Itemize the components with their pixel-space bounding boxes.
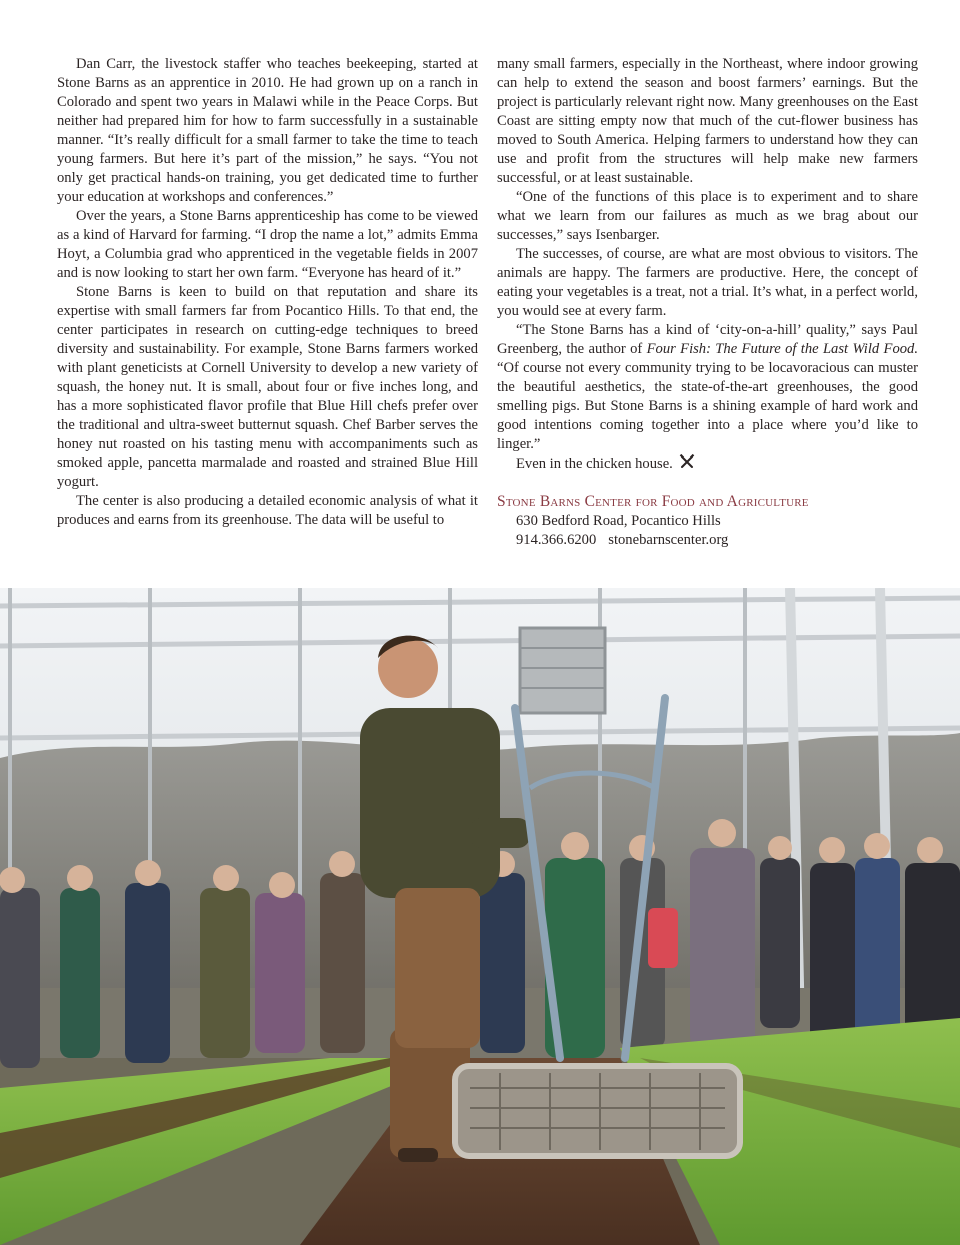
quote-text-after: “Of course not every community trying to be locavoracious can muster the beautiful aesthetics, the state-of-the-art greenhouses, the good smelling pigs. But Stone Barns is a shining example of hard work and good intentions coming together into a place where you’d like to linger.” bbox=[497, 360, 918, 452]
organization-name: Stone Barns Center for Food and Agriculture bbox=[497, 493, 809, 510]
photo-illustration bbox=[0, 588, 960, 1245]
quote-text-before: “The Stone Barns has a kind of ‘city-on-a-hill’ quality,” says Paul Greenberg, the author of bbox=[497, 322, 918, 357]
article-paragraph: “One of the functions of this place is to experiment and to share what we learn from our failures as much as we brag about our successes,” says Isenbarger. bbox=[497, 189, 918, 243]
info-box bbox=[497, 492, 918, 550]
article-paragraph: The successes, of course, are what are most obvious to visitors. The animals are happy. The farmers are productive. Here, the concept of eating your vegetables is a treat, not a trial. It’s what, in a perfect world, you would see at every farm. bbox=[497, 246, 918, 319]
article-paragraph: Stone Barns is keen to build on that reputation and share its expertise with small farmers far from Pocantico Hills. To that end, the center participates in research on cutting-edge techniques to breed diversity and sustainability. For example, Stone Barns farmers worked with plant geneticists at Cornell University to develop a new variety of squash, the honey nut. It is small, about four or five inches long, and has a more sophisticated flavor profile that Blue Hill chefs prefer over the traditional and ultra-sweet butternut squash. Chef Barber serves the honey nut roasted on his tasting menu with accompaniments such as smoked apple, pancetta marmalade and roasted and strained Blue Hill yogurt. bbox=[57, 284, 478, 490]
article-paragraph: Dan Carr, the livestock staffer who teaches beekeeping, started at Stone Barns as an apprentice in 2010. He had grown up on a ranch in Colorado and spent two years in Malawi while in the Peace Corps. But neither had prepared him for how to farm successfully in a sustainable manner. “It’s really difficult for a small farmer to take the time to teach young farmers. But here it’s part of the mission,” he says. “You not only get practical hands-on training, you get dedicated time to further your education at workshops and conferences.” bbox=[57, 56, 478, 205]
organization-phone: 914.366.6200 bbox=[516, 532, 597, 548]
greenhouse-photo bbox=[0, 588, 960, 1245]
article-paragraph: The center is also producing a detailed economic analysis of what it produces and earns from its greenhouse. The data will be useful to bbox=[57, 493, 478, 528]
book-title: Four Fish: The Future of the Last Wild Food. bbox=[646, 341, 918, 357]
organization-address: 630 Bedford Road, Pocantico Hills bbox=[516, 513, 721, 529]
article-quote-paragraph bbox=[497, 321, 918, 454]
article-closing-paragraph bbox=[497, 454, 918, 474]
article-column-right bbox=[497, 55, 918, 550]
organization-contact bbox=[497, 531, 918, 550]
article-paragraph: Over the years, a Stone Barns apprenticeship has come to be viewed as a kind of Harvard for farming. “I drop the name a lot,” admits Emma Hoyt, a Columbia grad who apprenticed in the vegetable fields in 2007 and is now looking to start her own farm. “Everyone has heard of it.” bbox=[57, 208, 478, 281]
organization-website[interactable]: stonebarnscenter.org bbox=[608, 532, 729, 548]
article-column-left bbox=[57, 55, 478, 530]
closing-line: Even in the chicken house. bbox=[516, 456, 673, 472]
article-paragraph-continued: many small farmers, especially in the Northeast, where indoor growing can help to extend the season and boost farmers’ earnings. But the project is particularly relevant right now. Many greenhouses on the East Coast are sitting empty now that much of the cut-flower business has moved to South America. Helping farmers to understand how they can use and profit from the structures will help make new farmers successful, or at least sustainable. bbox=[497, 56, 918, 186]
crossed-utensils-icon bbox=[679, 454, 695, 470]
